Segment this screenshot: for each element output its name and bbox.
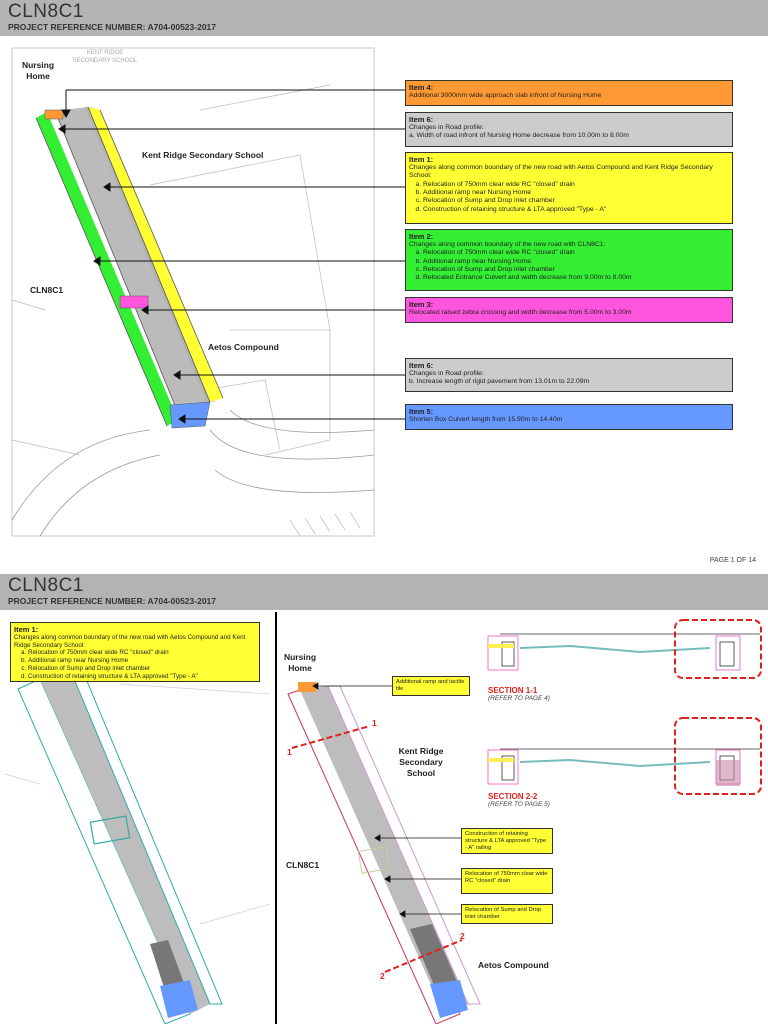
section-1-marker-end: 1 (372, 718, 377, 728)
section-2-title: SECTION 2-2 (REFER TO PAGE 5) (488, 792, 550, 808)
item-2-note: Item 2: Changes along common boundary of the new road with CLN8C1: a. Relocation of 750mm clear wide RC "closed" drain b. Additional ramp near Nursing Home c. Relocation of Sump and Drop inlet chamber d. Relocated Entrance Culvert and width decrease from 9.00m to 8.00m (405, 229, 733, 291)
faint-school-label: KENT RIDGE SECONDARY SCHOOL (72, 50, 138, 64)
aetos-compound-label: Aetos Compound (478, 960, 549, 970)
item-5-note: Item 5: Shorten Box Culvert length from 15.90m to 14.40m (405, 404, 733, 430)
section-2-marker-end: 2 (460, 931, 465, 941)
section-1-marker: 1 (287, 747, 292, 757)
item-4-note: Item 4: Additional 3000mm wide approach slab infront of Nursing Home (405, 80, 733, 106)
sump-note: Relocation of Sump and Drop inlet chamber (461, 904, 553, 924)
doc-title: CLN8C1 (8, 1, 84, 22)
kent-ridge-label: Kent Ridge Secondary School (398, 746, 444, 779)
item-6b-note: Item 6: Changes in Road profile: b. Increase length of rigid pavement from 13.01m to 22.09m (405, 358, 733, 392)
page-2 (0, 574, 768, 1024)
cln8c1-label: CLN8C1 (286, 860, 320, 870)
page-number: PAGE 1 OF 14 (709, 557, 756, 564)
retaining-note: Construction of retaining structure & LTA approved "Type - A" railing (461, 828, 553, 854)
project-reference: PROJECT REFERENCE NUMBER: A704-00523-2017 (8, 22, 217, 32)
section-2-marker: 2 (380, 971, 385, 981)
item-1-note: Item 1: Changes along common boundary of the new road with Aetos Compound and Kent Ridge Secondary School: a. Relocation of 750mm clear wide RC "closed" drain b. Additional ramp near Nursing Home c. Relocation of Sump and Drop inlet chamber d. Construction of retaining structure & LTA approved "Type - A" (10, 622, 260, 682)
project-reference: PROJECT REFERENCE NUMBER: A704-00523-2017 (8, 596, 217, 606)
item-3-note: Item 3: Relocated raised zebra crossing and width decrease from 5.00m to 3.00m (405, 297, 733, 323)
aetos-compound-label: Aetos Compound (208, 342, 279, 352)
item-1-note: Item 1: Changes along common boundary of the new road with Aetos Compound and Kent Ridge Secondary School: a. Relocation of 750mm clear wide RC "closed" drain b. Additional ramp near Nursing Home c. Relocation of Sump and Drop inlet chamber d. Construction of retaining structure & LTA approved "Type - A" (405, 152, 733, 224)
ramp-note: Additional ramp and tactile tile (392, 676, 470, 696)
item-6a-note: Item 6: Changes in Road profile: a. Width of road infront of Nursing Home decrease from 10.00m to 8.00m (405, 112, 733, 147)
kent-ridge-label: Kent Ridge Secondary School (142, 150, 264, 160)
nursing-home-label: Nursing Home (21, 60, 55, 82)
drain-note: Relocation of 750mm clear wide RC "closed" drain (461, 868, 553, 894)
section-1-title: SECTION 1-1 (REFER TO PAGE 4) (488, 686, 550, 702)
doc-title: CLN8C1 (8, 575, 84, 596)
cln8c1-label: CLN8C1 (30, 285, 64, 295)
nursing-home-label: Nursing Home (283, 652, 317, 674)
